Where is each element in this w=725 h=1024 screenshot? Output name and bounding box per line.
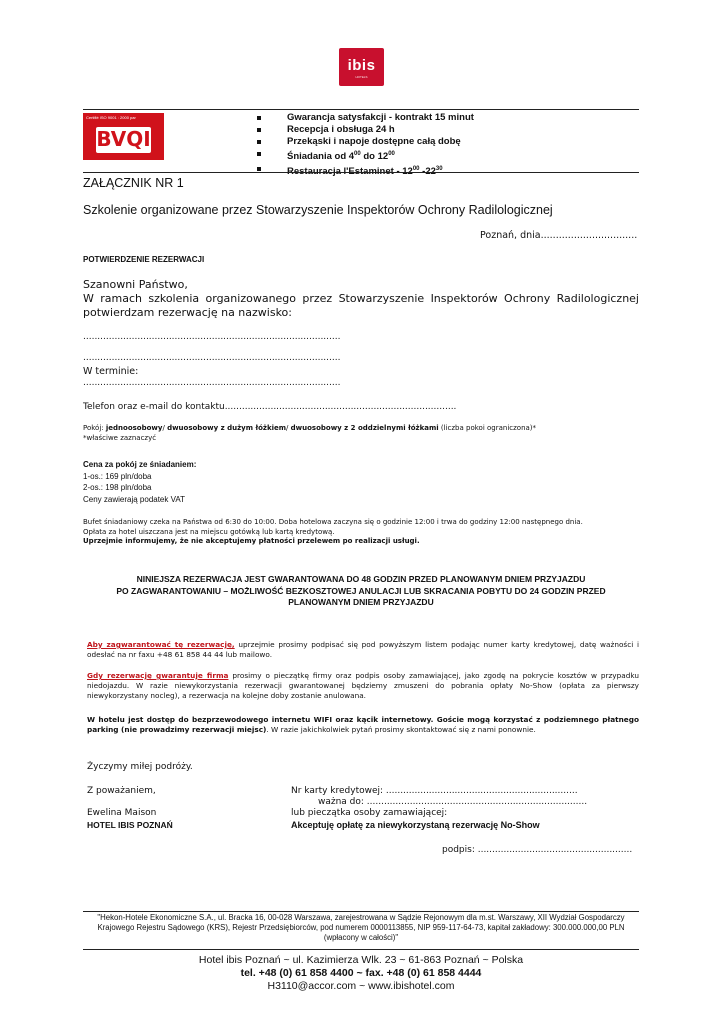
price-block bbox=[83, 459, 196, 505]
stamp-label: lub pieczątka osoby zamawiającej: bbox=[291, 808, 448, 818]
price-double: 2-os.: 198 pln/doba bbox=[83, 483, 152, 492]
cert-caption: Certifié ISO 9001 : 2000 par bbox=[86, 115, 136, 120]
signer-name: Ewelina Maison bbox=[87, 808, 157, 818]
room-options: Pokój: jednoosobowy/ dwuosobowy z dużym łóżkiem/ dwuosobowy z 2 oddzielnymi łóżkami (liczba pokoi ograniczona)* bbox=[83, 424, 537, 432]
guarantee-instruction: Aby zagwarantować tę rezerwację, uprzejmie prosimy podpisać się pod powyższym listem podając numer karty kredytowej, datę ważności i odesłać na nr faxu +48 61 858 44 44 lub mailowo. bbox=[87, 640, 639, 659]
footer-phone: tel. +48 (0) 61 858 4400 ~ fax. +48 (0) 61 858 4444 bbox=[240, 967, 482, 979]
greeting: Szanowni Państwo, bbox=[83, 278, 188, 291]
intro-text: W ramach szkolenia organizowanego przez Stowarzyszenie Inspektorów Ochrony Radilologicznej potwierdzam rezerwację na nazwisko: bbox=[83, 292, 639, 319]
amenity-restaurant: Restauracja l'Estaminet - $12^{00}$ $-22^{30}$ bbox=[257, 163, 474, 178]
guarantee-notice bbox=[83, 574, 639, 609]
amenity-item: Przekąski i napoje dostępne całą dobę bbox=[257, 136, 474, 148]
info-block bbox=[83, 518, 639, 547]
info-buffet: Bufet śniadaniowy czeka na Państwa od 6:30 do 10:00. Doba hotelowa zaczyna się o godzinie 12:00 i trwa do godziny 12:00 następnego dnia. bbox=[83, 518, 583, 526]
place-date: Poznań, dnia................................ bbox=[480, 230, 638, 241]
training-title: Szkolenie organizowane przez Stowarzyszenie Inspektorów Ochrony Radilologicznej bbox=[83, 203, 553, 217]
amenities-list bbox=[257, 112, 474, 178]
term-line: .......................................................................................... bbox=[83, 378, 341, 388]
bvqi-cert-logo bbox=[83, 113, 164, 160]
no-show-accept: Akceptuję opłatę za niewykorzystaną rezerwację No-Show bbox=[291, 820, 540, 830]
confirm-heading: POTWIERDZENIE REZERWACJI bbox=[83, 255, 205, 264]
cert-mark: BVQI bbox=[96, 127, 151, 151]
annex-title: ZAŁĄCZNIK NR 1 bbox=[83, 176, 184, 190]
room-footnote: *właściwe zaznaczyć bbox=[83, 434, 157, 442]
footer-rule-top bbox=[83, 911, 639, 912]
name-line-1: .......................................................................................... bbox=[83, 332, 341, 342]
header-rule-bottom bbox=[83, 172, 639, 173]
signature-field: podpis: ...................................................... bbox=[442, 845, 633, 855]
card-expiry-field: ważna do: ............................................................................. bbox=[318, 797, 588, 807]
guarantee-line: PO ZAGWARANTOWANIU – MOŻLIWOŚĆ BEZKOSZTOWEJ ANULACJI LUB SKRACANIA POBYTU DO 24 GODZIN PRZED bbox=[116, 585, 606, 596]
ibis-logo bbox=[339, 48, 384, 86]
footer-rule-bottom bbox=[83, 949, 639, 950]
amenity-breakfast: Śniadania od $4^{00}$ do $12^{00}$ bbox=[257, 148, 474, 163]
amenity-item: Recepcja i obsługa 24 h bbox=[257, 124, 474, 136]
amenity-item: Gwarancja satysfakcji - kontrakt 15 minut bbox=[257, 112, 474, 124]
guarantee-line: NINIEJSZA REZERWACJA JEST GWARANTOWANA DO 48 GODZIN PRZED PLANOWANYM DNIEM PRZYJAZDU bbox=[136, 574, 586, 584]
regards-text: Z poważaniem, bbox=[87, 786, 156, 796]
footer-web: H3110@accor.com ~ www.ibishotel.com bbox=[267, 980, 455, 992]
logo-sub: HOTELS bbox=[355, 75, 368, 79]
company-guarantee: Gdy rezerwację gwarantuje firma prosimy o pieczątkę firmy oraz podpis osoby zamawiającej, jako zgodę na pokrycie kosztów w przypadku niedojazdu. W razie niewykorzystania rezerwacji gwarantowanej będziemy zmuszeni do pobrania opłaty No-Show (opłata za pierwszy niewykorzystany nocleg), a rezerwacja na kolejne doby zostanie anulowana. bbox=[87, 671, 639, 700]
term-label: W terminie: bbox=[83, 366, 139, 377]
info-payment: Opłata za hotel uiszczana jest na miejscu gotówką lub kartą kredytową. bbox=[83, 527, 335, 536]
wifi-parking-info: W hotelu jest dostęp do bezprzewodowego internetu WIFI oraz kącik internetowy. Goście mogą korzystać z podziemnego płatnego parking (nie prowadzimy rezerwacji miejsc). W razie jakichkolwiek pytań prosimy skontaktować się z nami ponownie. bbox=[87, 715, 639, 734]
price-single: 1-os.: 169 pln/doba bbox=[83, 471, 152, 481]
contact-line: Telefon oraz e-mail do kontaktu................................................................................. bbox=[83, 402, 457, 412]
guarantee-line: PLANOWANYM DNIEM PRZYJAZDU bbox=[288, 597, 434, 607]
logo-brand: ibis bbox=[347, 57, 376, 74]
header-rule-top bbox=[83, 109, 639, 110]
name-line-2: .......................................................................................... bbox=[83, 353, 341, 363]
info-transfer: Uprzejmie informujemy, że nie akceptujemy płatności przelewem po realizacji usługi. bbox=[83, 537, 420, 545]
footer-address: Hotel ibis Poznań ~ ul. Kazimierza Wlk. 23 ~ 61-863 Poznań ~ Polska bbox=[198, 954, 524, 966]
card-number-field: Nr karty kredytowej: ................................................................... bbox=[291, 786, 578, 796]
hotel-name: HOTEL IBIS POZNAŃ bbox=[87, 820, 173, 830]
legal-notice: "Hekon-Hotele Ekonomiczne S.A., ul. Bracka 16, 00-028 Warszawa, zarejestrowana w Sądzie Rejonowym dla m.st. Warszawy, XII Wydział Gospodarczy Krajowego Rejestru Sądowego (KRS), Rejestr Przedsiębiorców, pod numerem 0000113855, NIP 959-117-64-73, kapitał zakładowy: 300.000.000,00 PLN (wpłacony w całości)" bbox=[97, 913, 625, 942]
footer-contact bbox=[83, 954, 639, 993]
price-heading: Cena za pokój ze śniadaniem: bbox=[83, 460, 197, 469]
wish-text: Życzymy miłej podróży. bbox=[87, 762, 193, 772]
price-vat: Ceny zawierają podatek VAT bbox=[83, 494, 185, 504]
